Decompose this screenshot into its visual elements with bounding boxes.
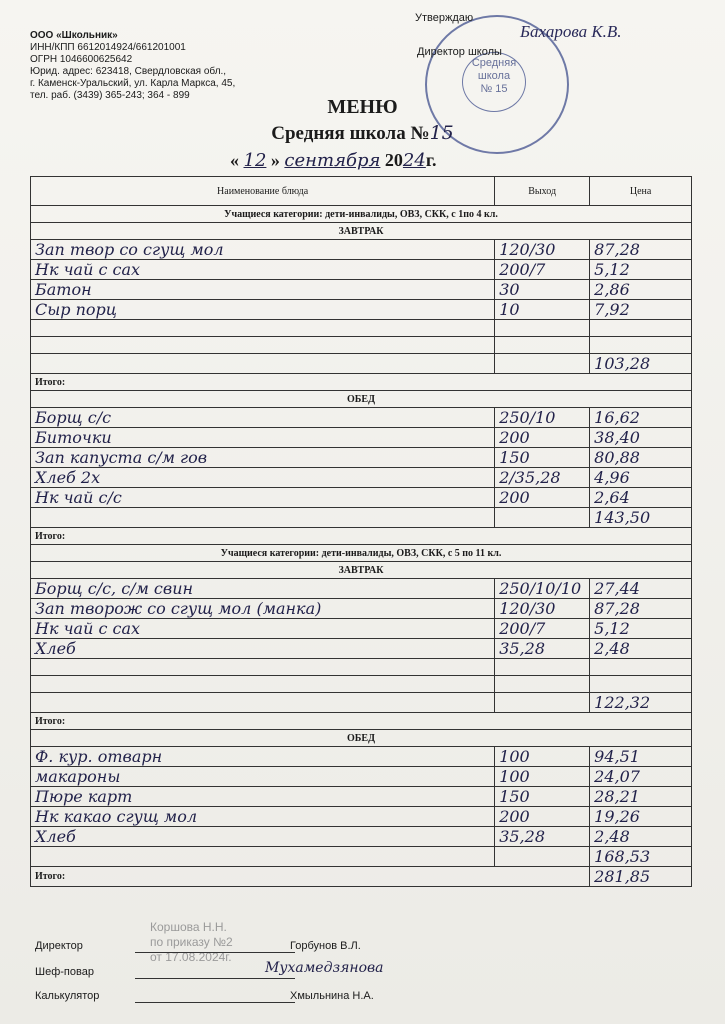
table-row (31, 807, 692, 827)
table-row (31, 767, 692, 787)
dish-name: Хлеб (35, 639, 76, 658)
director-signature: Бахарова К.В. (520, 22, 622, 41)
table-row (31, 827, 692, 847)
dish-price: 38,40 (594, 428, 640, 447)
dish-name: Хлеб (35, 827, 76, 846)
dish-price: 5,12 (594, 260, 630, 279)
director-name: Горбунов В.Л. (290, 940, 361, 952)
dish-name: Борщ с/с (35, 408, 112, 427)
dish-price: 2,86 (594, 280, 630, 299)
director-role: Директор (35, 940, 83, 952)
section-total-handwritten: 281,85 (594, 867, 651, 886)
org-details (30, 30, 235, 102)
faded-line: по приказу №2 (150, 935, 233, 949)
dish-price: 27,44 (594, 579, 640, 598)
dish-name: Нк чай с сах (35, 260, 141, 279)
dish-output: 35,28 (499, 827, 545, 846)
meal-heading-breakfast: ЗАВТРАК (31, 562, 692, 579)
faded-line: Коршова Н.Н. (150, 920, 227, 934)
dish-output: 200/7 (499, 619, 546, 638)
table-row (31, 448, 692, 468)
dish-price: 24,07 (594, 767, 640, 786)
dish-name: Нк чай с сах (35, 619, 141, 638)
dish-name: Нк чай с/с (35, 488, 122, 507)
table-row (31, 619, 692, 639)
table-row (31, 599, 692, 619)
total-label: Итого: (31, 867, 590, 887)
calculator-role: Калькулятор (35, 990, 100, 1002)
stamp-text: школа (477, 70, 511, 82)
dish-output: 30 (499, 280, 520, 299)
dish-output: 2/35,28 (499, 468, 561, 487)
meal-heading-lunch: ОБЕД (31, 391, 692, 408)
org-address-line-2: г. Каменск-Уральский, ул. Карла Маркса, 45, (30, 78, 236, 89)
table-row-empty (31, 676, 692, 693)
total-row (31, 374, 692, 391)
dish-output: 150 (499, 787, 530, 806)
dish-price: 87,28 (594, 599, 640, 618)
dish-name: Ф. кур. отварн (35, 747, 163, 766)
table-row-empty (31, 659, 692, 676)
col-output-header: Выход (495, 177, 590, 206)
calculator-name: Хмыльнина Н.А. (290, 990, 374, 1002)
col-price-header: Цена (590, 177, 692, 206)
section-total-handwritten: 103,28 (594, 354, 651, 373)
chef-role: Шеф-повар (35, 966, 94, 978)
dish-name: Нк какао сгущ мол (35, 807, 198, 826)
dish-name: Биточки (35, 428, 112, 447)
signature-line (135, 1002, 295, 1003)
stamp-text: № 15 (480, 83, 508, 95)
dish-output: 120/30 (499, 599, 556, 618)
section-total-handwritten: 122,32 (594, 693, 651, 712)
dish-output: 100 (499, 747, 530, 766)
date-year-prefix: 20 (384, 150, 403, 170)
date-day: 12 (243, 150, 267, 171)
menu-date (230, 150, 436, 171)
table-row (31, 428, 692, 448)
school-title (0, 122, 725, 145)
dish-name: Зап твор со сгущ мол (35, 240, 224, 259)
menu-table (30, 176, 692, 887)
dish-name: макароны (35, 767, 121, 786)
dish-price: 28,21 (594, 787, 640, 806)
dish-name: Зап творож со сгущ мол (манка) (35, 599, 322, 618)
dish-output: 200 (499, 428, 530, 447)
table-row-subtotal (31, 508, 692, 528)
dish-output: 200/7 (499, 260, 546, 279)
approval-block (415, 12, 502, 58)
date-month: сентября (284, 150, 381, 171)
dish-output: 200 (499, 807, 530, 826)
category-heading: Учащиеся категории: дети-инвалиды, ОВЗ, СКК, с 5 по 11 кл. (31, 545, 692, 562)
meal-heading-lunch: ОБЕД (31, 730, 692, 747)
chef-signature: Мухамедзянова (265, 960, 384, 976)
dish-price: 19,26 (594, 807, 640, 826)
dish-price: 80,88 (594, 448, 640, 467)
table-row-subtotal (31, 847, 692, 867)
date-quote-open: « (230, 150, 239, 170)
meal-heading-breakfast: ЗАВТРАК (31, 223, 692, 240)
date-year-suffix: 24 (402, 150, 426, 171)
total-row (31, 713, 692, 730)
dish-price: 2,64 (594, 488, 630, 507)
dish-price: 87,28 (594, 240, 640, 259)
school-prefix: Средняя школа № (271, 123, 430, 144)
dish-output: 150 (499, 448, 530, 467)
page-title: МЕНЮ (327, 96, 398, 118)
dish-name: Сыр порц (35, 300, 117, 319)
approve-label: Утверждаю (415, 12, 474, 24)
signature-line (135, 978, 295, 979)
dish-name: Зап капуста с/м гов (35, 448, 208, 467)
table-row-empty (31, 320, 692, 337)
dish-output: 250/10/10 (499, 579, 582, 598)
table-row-subtotal (31, 354, 692, 374)
dish-name: Пюре карт (35, 787, 133, 806)
table-row (31, 488, 692, 508)
total-label: Итого: (31, 528, 692, 545)
dish-price: 7,92 (594, 300, 630, 319)
org-phone: тел. раб. (3439) 365-243; 364 - 899 (30, 90, 190, 101)
table-row (31, 787, 692, 807)
school-number: 15 (429, 122, 454, 144)
category-heading: Учащиеся категории: дети-инвалиды, ОВЗ, СКК, с 1по 4 кл. (31, 206, 692, 223)
total-row (31, 528, 692, 545)
section-subtotal-handwritten: 168,53 (594, 847, 651, 866)
org-name: ООО «Школьник» (30, 30, 118, 41)
dish-price: 94,51 (594, 747, 640, 766)
col-name-header: Наименование блюда (31, 177, 495, 206)
dish-price: 16,62 (594, 408, 640, 427)
table-row (31, 240, 692, 260)
table-header (31, 177, 692, 206)
dish-price: 4,96 (594, 468, 630, 487)
dish-name: Борщ с/с, с/м свин (35, 579, 194, 598)
dish-price: 5,12 (594, 619, 630, 638)
faded-line: от 17.08.2024г. (150, 950, 232, 964)
signature-line (135, 952, 295, 953)
table-row (31, 639, 692, 659)
dish-price: 2,48 (594, 827, 630, 846)
dish-output: 100 (499, 767, 530, 786)
dish-output: 35,28 (499, 639, 545, 658)
total-label: Итого: (31, 713, 692, 730)
date-suffix: г. (425, 150, 437, 170)
table-row (31, 280, 692, 300)
table-row (31, 260, 692, 280)
dish-name: Батон (35, 280, 92, 299)
dish-output: 120/30 (499, 240, 556, 259)
table-row-subtotal (31, 693, 692, 713)
stamp-text: Средняя (471, 57, 517, 69)
org-address-line-1: Юрид. адрес: 623418, Свердловская обл., (30, 66, 227, 77)
table-row (31, 747, 692, 767)
date-quote-close: » (270, 150, 280, 170)
table-row (31, 300, 692, 320)
dish-output: 10 (499, 300, 520, 319)
approve-director-label: Директор школы (417, 46, 502, 58)
org-inn: ИНН/КПП 6612014924/661201001 (30, 42, 186, 53)
faded-signature-note (150, 920, 233, 965)
total-row (31, 867, 692, 887)
dish-price: 2,48 (594, 639, 630, 658)
table-row (31, 579, 692, 599)
org-ogrn: ОГРН 1046600625642 (30, 54, 133, 65)
table-row-empty (31, 337, 692, 354)
section-total-handwritten: 143,50 (594, 508, 651, 527)
table-row (31, 408, 692, 428)
dish-output: 200 (499, 488, 530, 507)
total-label: Итого: (31, 374, 692, 391)
table-row (31, 468, 692, 488)
dish-name: Хлеб 2х (35, 468, 101, 487)
dish-output: 250/10 (499, 408, 556, 427)
